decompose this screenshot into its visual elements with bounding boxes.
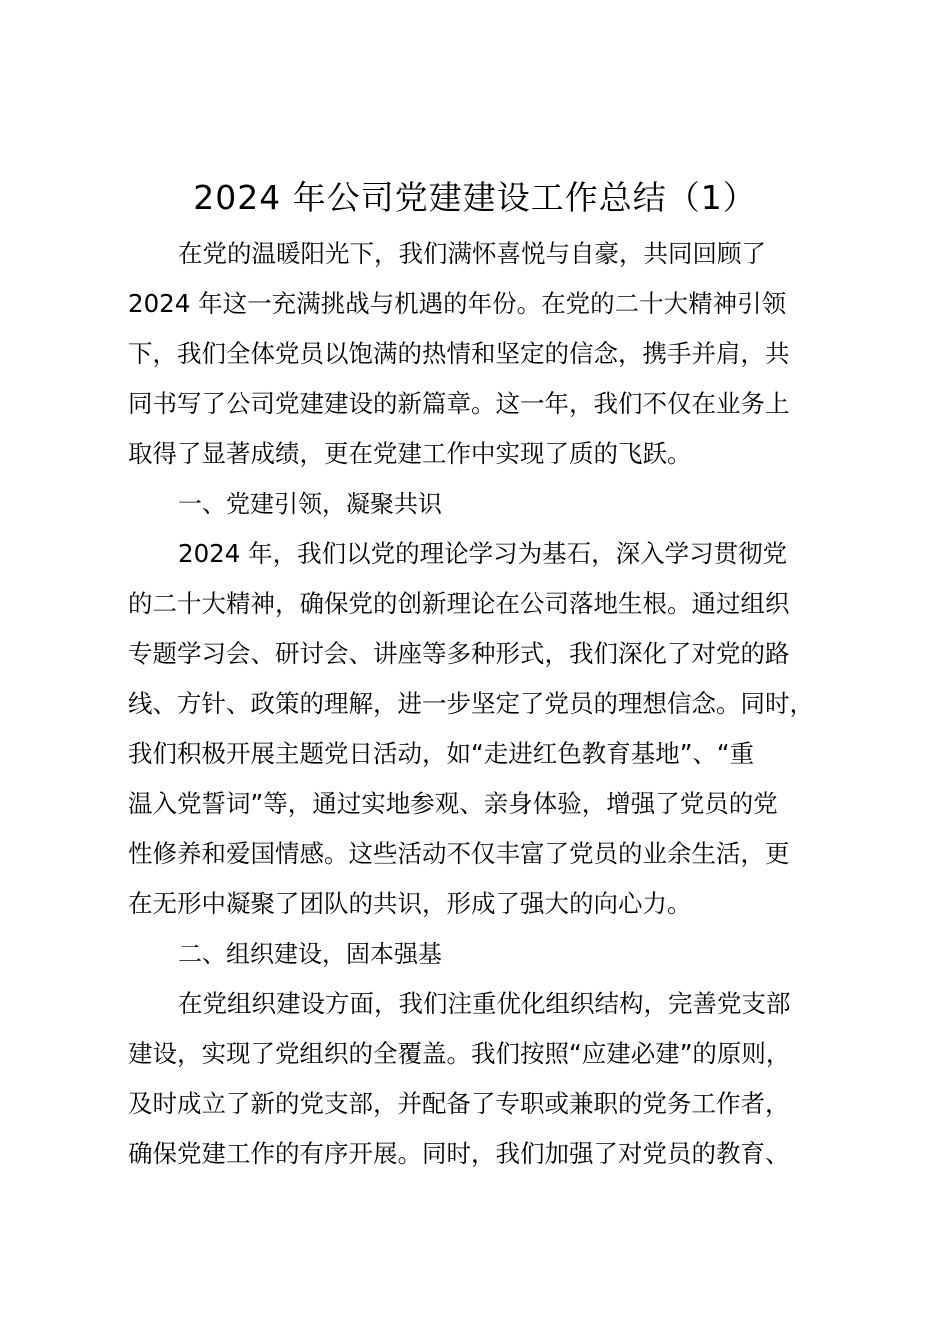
paragraph-line: 在无形中凝聚了团队的共识，形成了强大的向心力。 bbox=[128, 889, 692, 918]
section-heading: 二、组织建设，固本强基 bbox=[178, 940, 442, 968]
paragraph-line: 建设，实现了党组织的全覆盖。我们按照“应建必建”的原则， bbox=[128, 1039, 791, 1068]
paragraph-line: 在党的温暖阳光下，我们满怀喜悦与自豪，共同回顾了 bbox=[178, 239, 766, 268]
paragraph-line: 2024 年这一充满挑战与机遇的年份。在党的二十大精神引领 bbox=[128, 289, 787, 318]
paragraph-line: 的二十大精神，确保党的创新理论在公司落地生根。通过组织 bbox=[128, 589, 790, 618]
paragraph-line: 性修养和爱国情感。这些活动不仅丰富了党员的业余生活，更 bbox=[128, 839, 790, 868]
paragraph-line: 取得了显著成绩，更在党建工作中实现了质的飞跃。 bbox=[128, 439, 692, 468]
paragraph-line: 线、方针、政策的理解，进一步坚定了党员的理想信念。同时， bbox=[128, 689, 814, 718]
paragraph-line: 在党组织建设方面，我们注重优化组织结构，完善党支部 bbox=[178, 989, 791, 1018]
paragraph-line: 下，我们全体党员以饱满的热情和坚定的信念，携手并肩，共 bbox=[128, 339, 790, 368]
paragraph-line: 同书写了公司党建建设的新篇章。这一年，我们不仅在业务上 bbox=[128, 389, 790, 418]
document-title: 2024 年公司党建建设工作总结（1） bbox=[193, 178, 757, 217]
paragraph-line: 2024 年，我们以党的理论学习为基石，深入学习贯彻党 bbox=[178, 539, 788, 568]
paragraph-line: 温入党誓词”等，通过实地参观、亲身体验，增强了党员的党 bbox=[128, 789, 778, 818]
section-heading: 一、党建引领，凝聚共识 bbox=[178, 490, 442, 518]
document-body bbox=[128, 229, 858, 1179]
paragraph-line: 专题学习会、研讨会、讲座等多种形式，我们深化了对党的路 bbox=[128, 639, 790, 668]
paragraph-line: 及时成立了新的党支部，并配备了专职或兼职的党务工作者， bbox=[128, 1089, 790, 1118]
paragraph-line: 确保党建工作的有序开展。同时，我们加强了对党员的教育、 bbox=[128, 1139, 790, 1168]
paragraph-line: 我们积极开展主题党日活动，如“走进红色教育基地”、“重 bbox=[128, 739, 755, 768]
